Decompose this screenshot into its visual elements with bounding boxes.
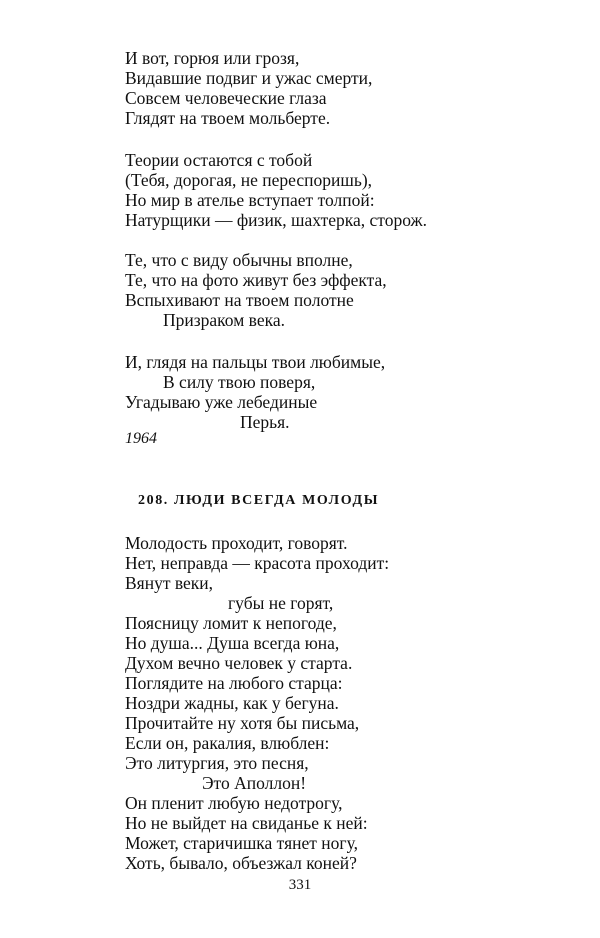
poem-line: Он пленит любую недотрогу, [125, 793, 343, 813]
poem-line: Теории остаются с тобой [125, 150, 313, 170]
poem-line: Это литургия, это песня, [125, 753, 309, 773]
poem-line: Глядят на твоем мольберте. [125, 108, 331, 128]
poem-date: 1964 [125, 430, 157, 447]
poem-line: Ноздри жадны, как у бегуна. [125, 693, 339, 713]
poem-line: Те, что с виду обычны вполне, [125, 250, 353, 270]
poem-line: Видавшие подвиг и ужас смерти, [125, 68, 373, 88]
poem-line: (Тебя, дорогая, не переспоришь), [125, 170, 373, 190]
poem-line: Поясницу ломит к непогоде, [125, 613, 337, 633]
poem-line: Это Аполлон! [202, 773, 307, 793]
poem-line: Вспыхивают на твоем полотне [125, 290, 354, 310]
poem-line: Хоть, бывало, объезжал коней? [125, 853, 357, 873]
poem-line: Призраком века. [163, 310, 285, 330]
poem-line: Но мир в ателье вступает толпой: [125, 190, 375, 210]
poem-line: Перья. [240, 412, 290, 432]
poem-line: Совсем человеческие глаза [125, 88, 327, 108]
poem-line: губы не горят, [228, 593, 334, 613]
poem-line: И, глядя на пальцы твои любимые, [125, 352, 386, 372]
poem-line: Но не выйдет на свиданье к ней: [125, 813, 368, 833]
poem-line: Если он, ракалия, влюблен: [125, 733, 330, 753]
poem-line: И вот, горюя или грозя, [125, 48, 300, 68]
poem-line: Поглядите на любого старца: [125, 673, 343, 693]
poem-line: Нет, неправда — красота проходит: [125, 553, 390, 573]
poem-line: Молодость проходит, говорят. [125, 533, 348, 553]
poem-line: Но душа... Душа всегда юна, [125, 633, 340, 653]
poem-line: В силу твою поверя, [163, 372, 316, 392]
poem-line: Натурщики — физик, шахтерка, сторож. [125, 210, 428, 230]
poem-line: Духом вечно человек у старта. [125, 653, 353, 673]
page-number: 331 [288, 877, 312, 893]
poem-line: Прочитайте ну хотя бы письма, [125, 713, 360, 733]
poem-line: Вянут веки, [125, 573, 214, 593]
poem-heading: 208. ЛЮДИ ВСЕГДА МОЛОДЫ [138, 493, 380, 508]
poem-line: Угадываю уже лебединые [125, 392, 318, 412]
poem-line: Может, старичишка тянет ногу, [125, 833, 358, 853]
poem-line: Те, что на фото живут без эффекта, [125, 270, 387, 290]
